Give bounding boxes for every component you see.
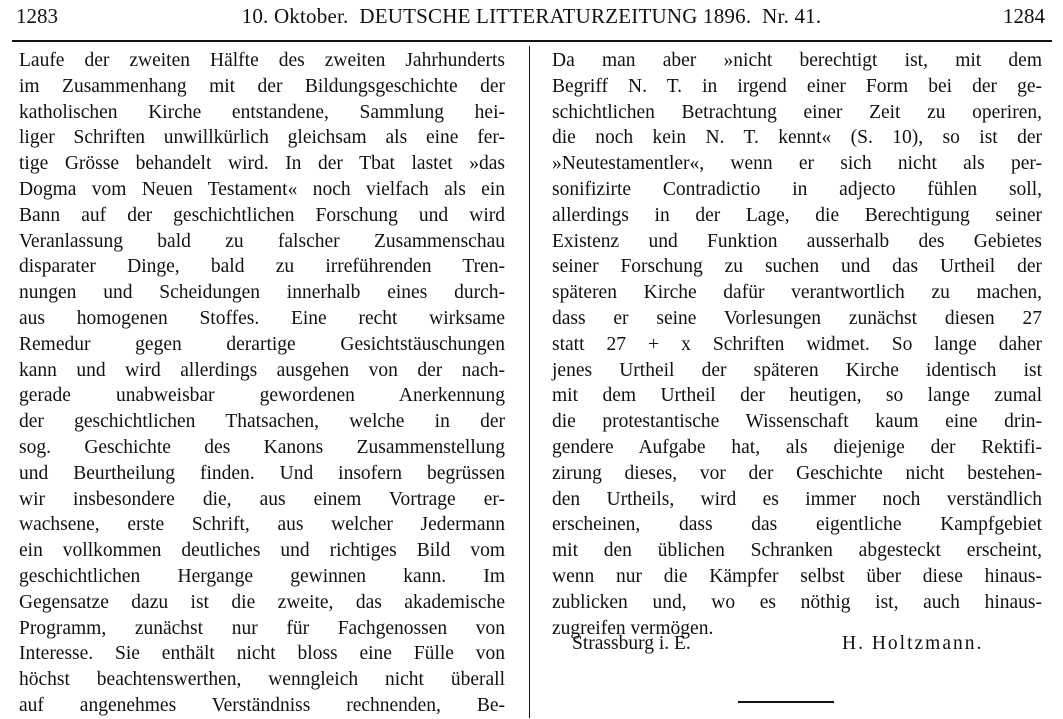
text-line: späteren Kirche dafür verantwortlich zu machen, — [552, 282, 1042, 304]
text-line: ein vollkommen deutliches und richtiges Bild vom — [19, 540, 505, 562]
text-line: geschichtlichen Hergange gewinnen kann. Im — [19, 565, 505, 587]
text-line: Programm, zunächst nur für Fachgenossen von — [19, 617, 505, 639]
text-line: Begriff N. T. in irgend einer Form bei der ge- — [552, 75, 1042, 97]
signature-line — [572, 631, 1032, 657]
text-line: die protestantische Wissenschaft kaum eine drin- — [552, 411, 1042, 433]
page-number-left: 1283 — [16, 4, 58, 28]
text-line: Existenz und Funktion ausserhalb des Gebietes — [552, 230, 1042, 252]
text-line: Remedur gegen derartige Gesichtstäuschungen — [19, 333, 505, 355]
text-line: liger Schriften unwillkürlich gleichsam als eine fer- — [19, 127, 505, 149]
text-line: Laufe der zweiten Hälfte des zweiten Jahrhunderts — [19, 50, 505, 71]
column-divider — [529, 46, 530, 718]
text-line: erscheinen, dass das eigentliche Kampfgebiet — [552, 514, 1042, 536]
header-rule — [12, 40, 1052, 42]
text-line: statt 27 + x Schriften widmet. So lange daher — [552, 333, 1042, 355]
text-line: zirung dieses, vor der Geschichte nicht bestehen- — [552, 462, 1042, 484]
text-line: gendere Aufgabe hat, als diejenige der Rektifi- — [552, 436, 1042, 458]
page-header — [0, 0, 1063, 34]
text-line: jenes Urtheil der späteren Kirche identisch ist — [552, 359, 1042, 381]
text-line: Bann auf der geschichtlichen Forschung und wird — [19, 204, 505, 226]
text-line: höchst beachtenswerthen, wenngleich nicht überall — [19, 669, 505, 691]
text-line: auf angenehmes Verständniss rechnenden, Be- — [19, 694, 505, 716]
text-line: zugreifen vermögen. — [552, 617, 714, 639]
text-line: sonifizirte Contradictio in adjecto fühlen soll, — [552, 178, 1042, 200]
text-line: Veranlassung bald zu falscher Zusammenschau — [19, 230, 505, 252]
text-line: kann und wird allerdings ausgehen von der nach- — [19, 359, 505, 381]
text-line: den Urtheils, wird es immer noch verständlich — [552, 488, 1042, 510]
text-line: mit dem Urtheil der heutigen, so lange zumal — [552, 385, 1042, 407]
text-line: »Neutestamentler«, wenn er sich nicht als per- — [552, 153, 1042, 175]
text-line: Gegensatze dazu ist die zweite, das akademische — [19, 591, 505, 613]
end-rule — [738, 701, 834, 703]
text-line: im Zusammenhang mit der Bildungsgeschichte der — [19, 75, 505, 97]
text-line: sog. Geschichte des Kanons Zusammenstellung — [19, 436, 505, 458]
text-line: gerade unabweisbar gewordenen Anerkennung — [19, 385, 505, 407]
text-line: Dogma vom Neuen Testament« noch vielfach als ein — [19, 178, 505, 200]
signature-place: Strassburg i. E. — [572, 633, 691, 654]
text-line: katholischen Kirche entstandene, Sammlung hei- — [19, 101, 505, 123]
right-column — [552, 48, 1042, 641]
text-line: disparater Dinge, bald zu irreführenden Tren- — [19, 256, 505, 278]
text-line: zublicken und, wo es nöthig ist, auch hinaus- — [552, 591, 1042, 613]
text-line: seiner Forschung zu suchen und das Urtheil der — [552, 256, 1042, 278]
running-head — [0, 4, 1063, 29]
left-column — [19, 48, 505, 719]
text-line: aus homogenen Stoffes. Eine recht wirksame — [19, 307, 505, 329]
running-head-text: 10. Oktober. DEUTSCHE LITTERATURZEITUNG 1896. Nr. 41. — [241, 4, 822, 28]
text-line: nungen und Scheidungen innerhalb eines durch- — [19, 282, 505, 304]
text-line: tige Grösse behandelt wird. In der Tbat lastet »das — [19, 153, 505, 175]
text-line: Da man aber »nicht berechtigt ist, mit dem — [552, 50, 1042, 71]
text-line: wenn nur die Kämpfer selbst über diese hinaus- — [552, 565, 1042, 587]
text-line: die noch kein N. T. kennt« (S. 10), so ist der — [552, 127, 1042, 149]
text-line: Interesse. Sie enthält nicht bloss eine Fülle von — [19, 643, 505, 665]
text-line: und Beurtheilung finden. Und insofern begrüssen — [19, 462, 505, 484]
text-line: allerdings in der Lage, die Berechtigung seiner — [552, 204, 1042, 226]
signature-author: H. Holtzmann. — [842, 633, 984, 654]
text-line: mit den üblichen Schranken abgesteckt erscheint, — [552, 540, 1042, 562]
text-line: wir insbesondere die, aus einem Vortrage er- — [19, 488, 505, 510]
text-line: wachsene, erste Schrift, aus welcher Jedermann — [19, 514, 505, 536]
text-line: schichtlichen Betrachtung einer Zeit zu operiren, — [552, 101, 1042, 123]
text-line: der geschichtlichen Thatsachen, welche in der — [19, 411, 505, 433]
text-line: dass er seine Vorlesungen zunächst diesen 27 — [552, 307, 1042, 329]
page-number-right: 1284 — [1003, 4, 1045, 28]
